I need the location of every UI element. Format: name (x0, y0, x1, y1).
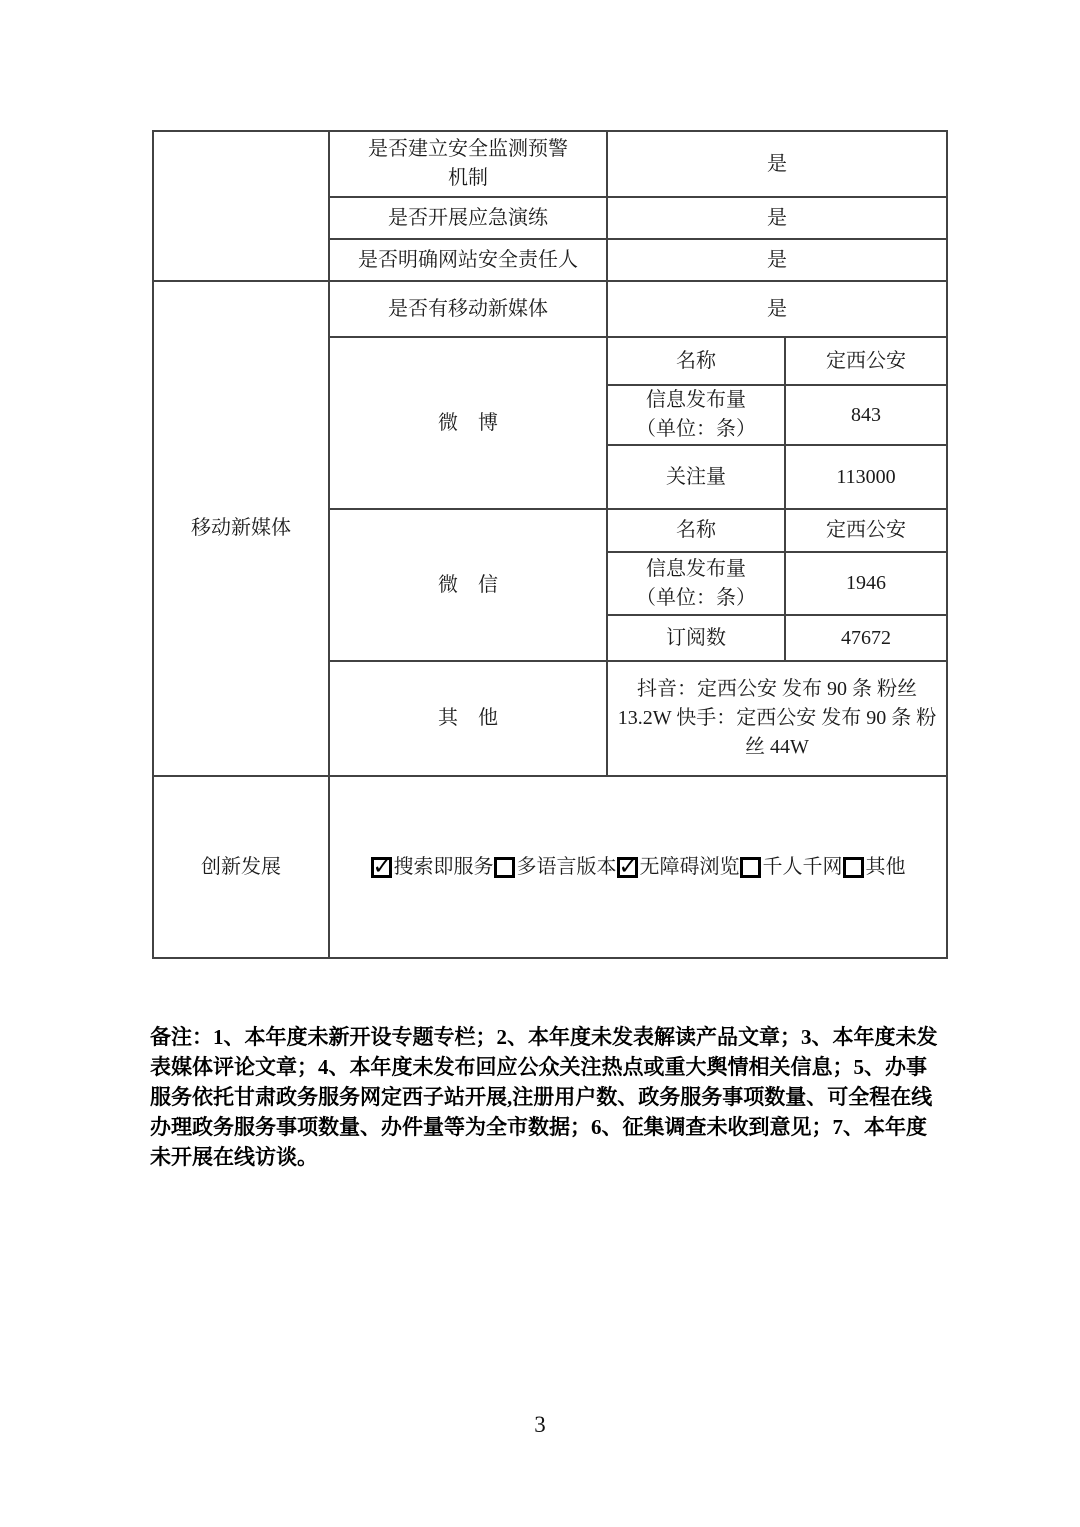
section-cell-innovation: 创新发展 (153, 776, 329, 958)
value-weibo-followers: 113000 (785, 445, 947, 509)
innovation-options-row (330, 853, 946, 882)
row-label-wechat-subscribers: 订阅数 (607, 615, 785, 661)
group-label-other-media: 其 他 (329, 661, 607, 776)
checkbox-unchecked-icon (740, 857, 761, 878)
label-line: 信息发布量 (646, 557, 746, 580)
option-label: 搜索即服务 (393, 855, 494, 878)
value-security-responsible: 是 (607, 239, 947, 281)
value-weibo-name: 定西公安 (785, 337, 947, 385)
table-row (153, 131, 947, 197)
label-line: （单位：条） (636, 418, 756, 440)
row-label-emergency-drill: 是否开展应急演练 (329, 197, 607, 239)
option-accessibility (617, 853, 740, 882)
row-label-wechat-posts (607, 552, 785, 615)
value-wechat-subscribers: 47672 (785, 615, 947, 661)
table-row (153, 776, 947, 958)
option-label: 其他 (865, 855, 906, 878)
checkbox-checked-icon (371, 857, 392, 878)
value-security-monitoring: 是 (607, 131, 947, 197)
row-label-weibo-name: 名称 (607, 337, 785, 385)
checkbox-checked-icon (617, 857, 638, 878)
annual-report-table (152, 130, 948, 959)
row-label-security-monitoring (329, 131, 607, 197)
section-cell-empty (153, 131, 329, 281)
group-label-weibo: 微 博 (329, 337, 607, 509)
remarks-paragraph: 备注：1、本年度未新开设专题专栏；2、本年度未发表解读产品文章；3、本年度未发表媒体评论文章；4、本年度未发布回应公众关注热点或重大舆情相关信息；5、办事服务依托甘肃政务服务网定西子站开展,注册用户数、政务服务事项数量、可全程在线办理政务服务事项数量、办件量等为全市数据；6、征集调查未收到意见；7、本年度未开展在线访谈。 (150, 1025, 938, 1169)
section-cell-mobile-media: 移动新媒体 (153, 281, 329, 776)
option-multilingual (494, 853, 617, 882)
row-label-weibo-posts (607, 385, 785, 445)
value-wechat-posts: 1946 (785, 552, 947, 615)
row-label-security-responsible: 是否明确网站安全责任人 (329, 239, 607, 281)
value-wechat-name: 定西公安 (785, 509, 947, 552)
checkbox-unchecked-icon (494, 857, 515, 878)
value-emergency-drill: 是 (607, 197, 947, 239)
label-line: 机制 (448, 167, 488, 189)
checkbox-unchecked-icon (843, 857, 864, 878)
option-personalized (740, 853, 843, 882)
group-label-wechat: 微 信 (329, 509, 607, 661)
value-has-mobile-media: 是 (607, 281, 947, 337)
value-other-media: 抖音：定西公安 发布 90 条 粉丝 13.2W 快手：定西公安 发布 90 条 粉丝 44W (607, 661, 947, 776)
option-label: 无障碍浏览 (639, 855, 740, 878)
option-other (843, 853, 906, 882)
row-label-has-mobile-media: 是否有移动新媒体 (329, 281, 607, 337)
row-label-wechat-name: 名称 (607, 509, 785, 552)
table-row (153, 281, 947, 337)
option-label: 多语言版本 (516, 855, 617, 878)
label-line: （单位：条） (636, 586, 756, 609)
page-number: 3 (534, 1412, 546, 1437)
option-search-as-service (371, 853, 494, 882)
row-label-weibo-followers: 关注量 (607, 445, 785, 509)
value-weibo-posts: 843 (785, 385, 947, 445)
label-line: 是否建立安全监测预警 (368, 138, 568, 160)
innovation-options-cell (329, 776, 947, 958)
option-label: 千人千网 (762, 855, 843, 878)
label-line: 信息发布量 (646, 389, 746, 411)
